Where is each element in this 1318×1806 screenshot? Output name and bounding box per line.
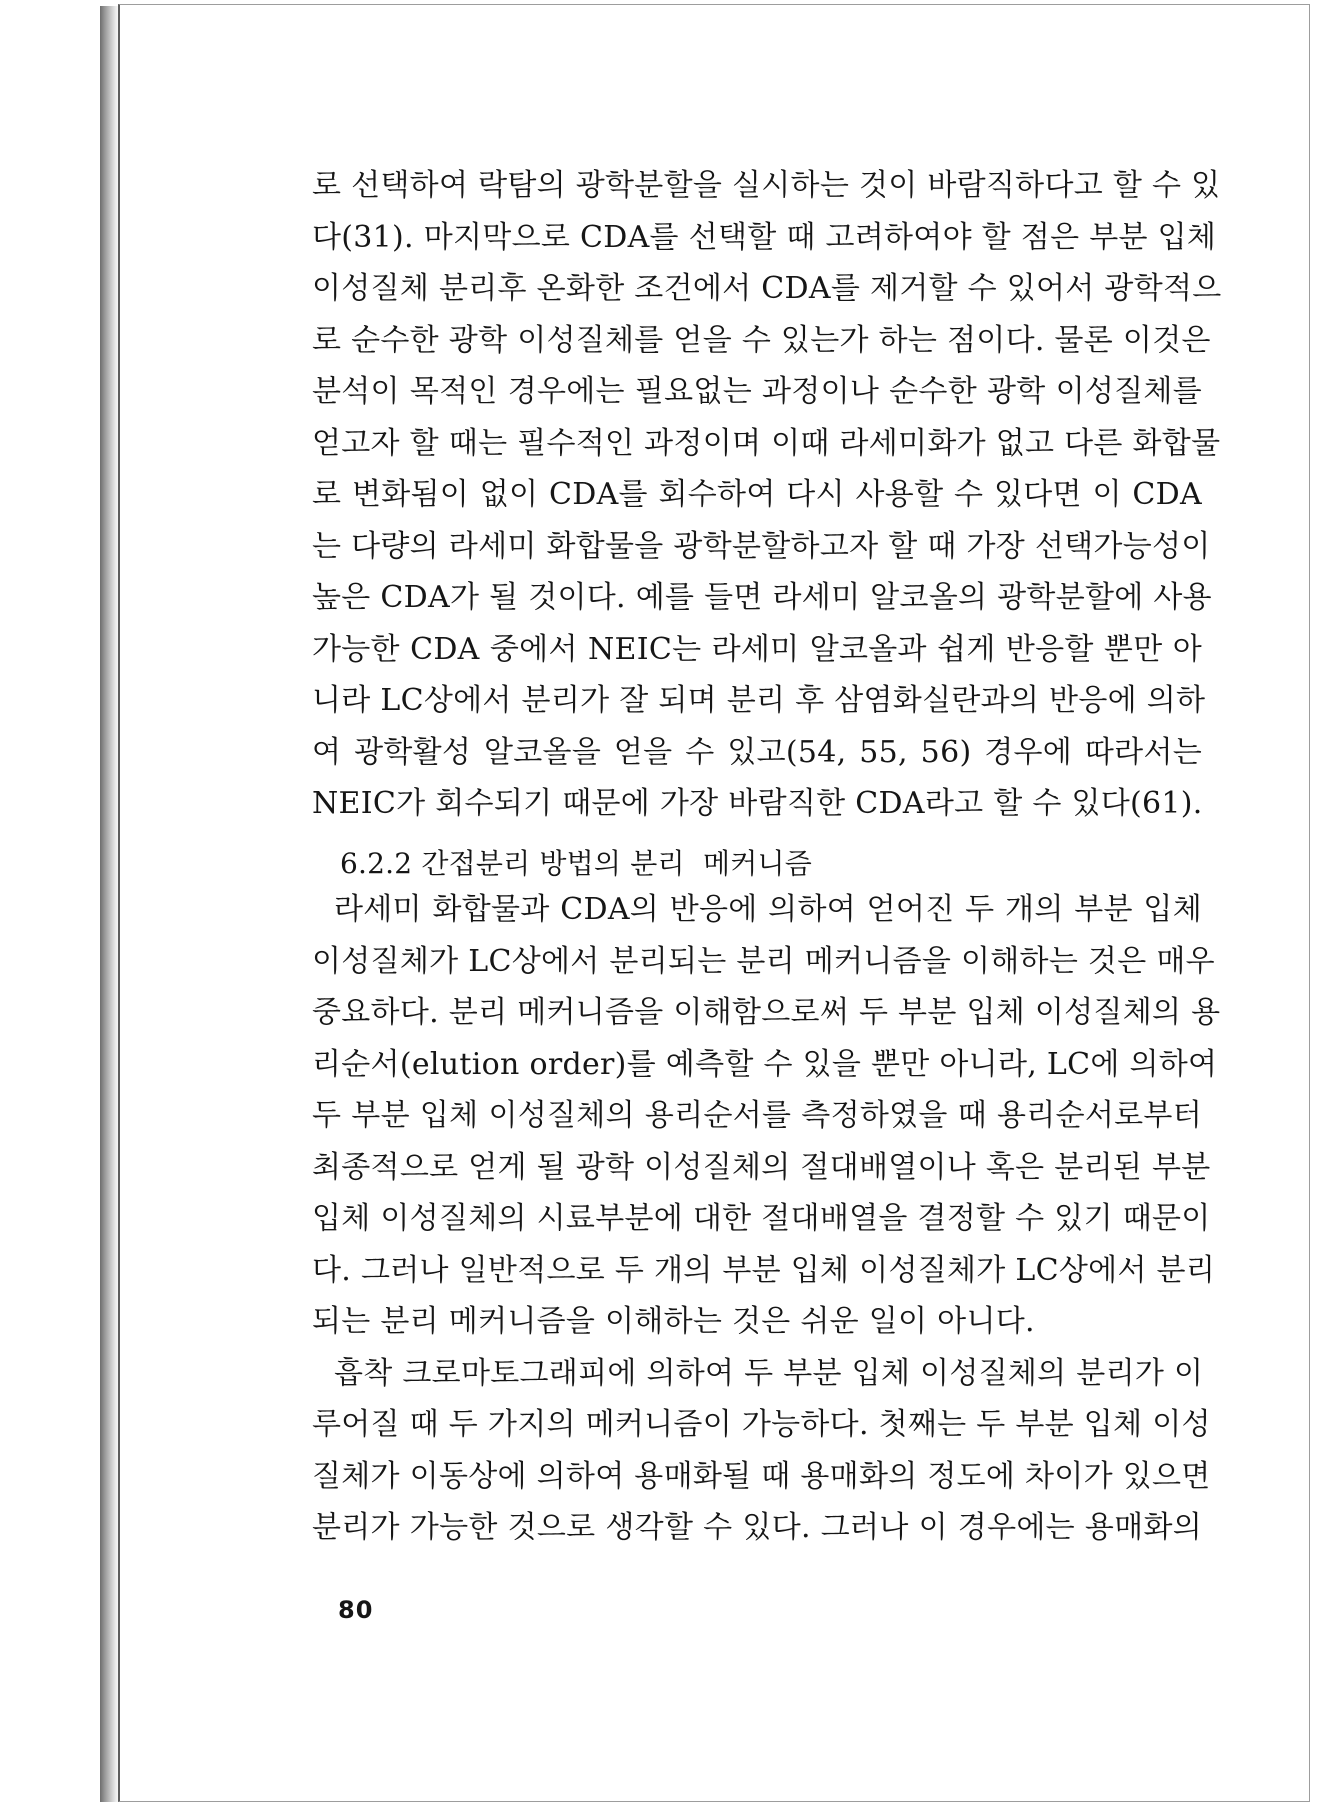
paragraph-1 [312,160,1222,830]
text-line: 가능한 CDA 중에서 NEIC는 라세미 알코올과 쉽게 반응할 뿐만 아 [312,631,1202,667]
text-line: 여 광학활성 알코올을 얻을 수 있고(54, 55, 56) 경우에 따라서는 [312,734,1202,770]
text-line: 질체가 이동상에 의하여 용매화될 때 용매화의 정도에 차이가 있으면 [312,1458,1211,1494]
text-line: 는 다량의 라세미 화합물을 광학분할하고자 할 때 가장 선택가능성이 [312,528,1211,564]
page-number: 80 [338,1596,374,1624]
text-line: 이성질체가 LC상에서 분리되는 분리 메커니즘을 이해하는 것은 매우 [312,943,1215,979]
text-line: 두 부분 입체 이성질체의 용리순서를 측정하였을 때 용리순서로부터 [312,1098,1202,1133]
text-line: 다(31). 마지막으로 CDA를 선택할 때 고려하여야 할 점은 부분 입체 [312,219,1217,255]
text-line: 입체 이성질체의 시료부분에 대한 절대배열을 결정할 수 있기 때문이 [312,1201,1211,1236]
text-line: 얻고자 할 때는 필수적인 과정이며 이때 라세미화가 없고 다른 화합물 [312,425,1221,461]
text-line: NEIC가 회수되기 때문에 가장 바람직한 CDA라고 할 수 있다(61). [312,786,1203,821]
text-line: 되는 분리 메커니즘을 이해하는 것은 쉬운 일이 아니다. [312,1304,1035,1339]
text-line: 리순서(elution order)를 예측할 수 있을 뿐만 아니라, LC에 의하여 [312,1046,1218,1082]
section-heading: 6.2.2 간접분리 방법의 분리 메커니즘 [340,847,812,880]
text-line: 로 변화됨이 없이 CDA를 회수하여 다시 사용할 수 있다면 이 CDA [312,477,1202,512]
text-line: 중요하다. 분리 메커니즘을 이해함으로써 두 부분 입체 이성질체의 용 [312,995,1221,1030]
text-line: 로 순수한 광학 이성질체를 얻을 수 있는가 하는 점이다. 물론 이것은 [312,322,1211,358]
text-line: 다. 그러나 일반적으로 두 개의 부분 입체 이성질체가 LC상에서 분리 [312,1252,1216,1288]
text-line: 루어질 때 두 가지의 메커니즘이 가능하다. 첫째는 두 부분 입체 이성 [312,1407,1211,1442]
text-line: 분리가 가능한 것으로 생각할 수 있다. 그러나 이 경우에는 용매화의 [312,1510,1202,1545]
text-line: 로 선택하여 락탐의 광학분할을 실시하는 것이 바람직하다고 할 수 있 [312,168,1221,203]
text-line: 니라 LC상에서 분리가 잘 되며 분리 후 삼염화실란과의 반응에 의하 [312,683,1206,718]
text-line: 최종적으로 얻게 될 광학 이성질체의 절대배열이나 혹은 분리된 부분 [312,1149,1211,1185]
text-line: 분석이 목적인 경우에는 필요없는 과정이나 순수한 광학 이성질체를 [312,374,1202,409]
text-line: 라세미 화합물과 CDA의 반응에 의하여 얻어진 두 개의 부분 입체 [334,892,1202,927]
text-line: 이성질체 분리후 온화한 조건에서 CDA를 제거할 수 있어서 광학적으 [312,271,1222,306]
text-line: 높은 CDA가 될 것이다. 예를 들면 라세미 알코올의 광학분할에 사용 [312,580,1212,615]
text-line: 흡착 크로마토그래피에 의하여 두 부분 입체 이성질체의 분리가 이 [334,1355,1204,1391]
book-spine [100,6,120,1802]
paragraph-2 [312,884,1221,1554]
